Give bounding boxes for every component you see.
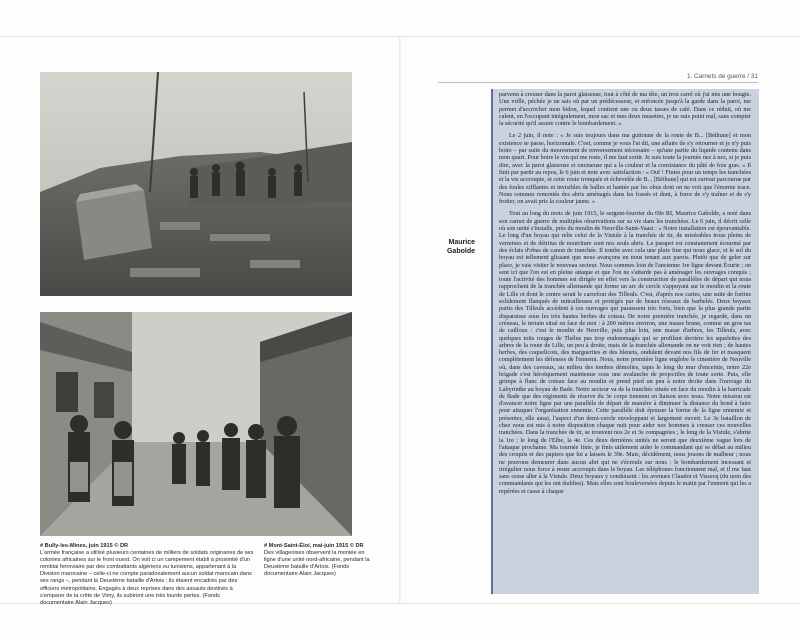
book-gutter	[399, 36, 401, 603]
caption-body: L'armée française a utilisé plusieurs centaines de milliers de soldats originaires de ses colonies africaines sur le front ouest. On voit ci un campement établi à proximité d'un remblai ferroviaire par des combattants algériens ou tunisiens, appartenant à la Division marocaine – celle-ci ne compte paradoxalement aucun soldat marocain dans ses rangs –, pendant la Deuxième bataille d'Artois ; ils étaient encadrés par des officiers métropolitains. Engagés à deux reprises dans des assauts destinés à s'emparer de la crête de Vimy, ils subiront une très lourde pertes. (Fonds documentaire Alain Jacques)	[40, 550, 254, 606]
sidebar-author-name	[417, 238, 475, 256]
paragraph: Le 2 juin, il note : « Je suis toujours dans ma guitoune de la route de B... [Béthune] et mon existence se passe, horizontale. C'est, comme je vous l'ai dit, une affaire de s'y retourner et je n'y puis boire – par suite du mouvement de renversement nécessaire – qu'une partie du liquide contenu dans mon quart. Pour boire le vin qui me reste, il me faut sortir. Je suis toute la journée nez à nez, si je puis dire, avec la paroi glaiseuse et onctueuse qui a la couleur et la consistance du pâté de foie gras. » Il finit par partir au repos, le 6 juin et note avec satisfaction : « Ouf ! Finies pour un temps les tranchées et la vie accroupie, et cette route tronquée et échevelée de B... [Béthune] qui est surtout parcourue par des foules sifflantes et invisibles de balles et hantée par les obus dont on ne voit que l'énorme trace. Nous sommes remontés des abris aménagés dans les fossés et dont, à force de s'y traîner et de s'y frotter, on avait pris la couleur jaune. »	[499, 132, 751, 206]
author-first-name: Maurice	[448, 239, 475, 246]
photo-caption-left	[40, 543, 255, 607]
header-rule	[438, 82, 758, 83]
running-head: 1. Carnets de guerre / 31	[686, 73, 758, 80]
paragraph: parvenu à creuser dans la paroi glaiseuse, tout à côté de ma tête, un trou carré où j'ai mis une bougie. Une vrille, péchée je ne sais où par un prédécesseur, et enfoncée jusqu'à la garde dans la paroi, me permet d'accrocher mon bidon, lequel contient une ou deux tasses de café. Dans ce réduit, où me calent, en l'occupant intégralement, mon sac et mes deux musettes, je ne suis point mal, sans compter la sécurité qu'il assure contre le bombardement. »	[499, 91, 751, 128]
author-last-name: Gabolde	[446, 248, 475, 255]
caption-title: # Mont-Saint-Éloi, mai-juin 1915 © DR	[264, 543, 364, 549]
photo-mont-saint-eloi	[40, 312, 352, 536]
caption-title: # Bully-les-Mines, juin 1915 © DR	[40, 543, 129, 549]
article-text-box	[491, 89, 759, 594]
caption-body: Des villageoises observent la montée en ligne d'une unité nord-africaine, pendant la Deuxième bataille d'Artois. (Fonds documentaire Alain Jacques)	[264, 550, 370, 578]
paragraph: Tout au long du mois de juin 1915, le sergent-fourrier du 69e RI, Maurice Gabolde, a noté dans son carnet de guerre de multiples observations sur sa vie dans les tranchées. Le 6 juin, il décrit celle où son unité s'installe, près du moulin de Neuville-Saint-Vaast : « Notre installation est épouvantable. Le long d'un boyau qui relie celui de la Vistule à la tranchée de tir, de misérables trous pleins de vermines et de détritus de nourriture sont nos seuls abris. Le parapet est constamment écourmé par des éclats d'obus de canon de tranchée. Il tombe avec cela une pluie fine qui nous glace, et le sol du boyau est tellement glissant que nous avançons en nous tenant aux parois. Plutôt que de geler sur place, je vais visiter le nouveau secteur. Nous sommes loin de l'ancienne 1re ligne devant Écurie ; on sent ici que l'on est en pleine attaque et que l'on ne s'attarde pas à aménager les ouvrages conquis ; toute l'activité des hommes est dirigée en effet vers la construction de parallèles de départ qui nous rapprochent de la tranchée allemande qui forme un arc de cercle s'appuyant sur le moulin et la route de Lille et dont le centre serait le carrefour des Tilleuls. C'est, d'après nos cartes, une suite de fortins solidement flanqués de mitrailleuses et protégés par de beaux réseaux de barbelés. Deux boyaux partis des Tilleuls accèdent à ces ouvrages qui paraissent très forts, bien que la plus grande partie disparaisse sous les très hautes herbes du coteau. De notre première tranchée, je regarde, dans un créneau, le terrain situé en face de moi : à 200 mètres environ, une masse brune, comme un gros tas de cailloux : c'est le moulin de Neuville, puis plus loin, une masse d'arbres, les Tilleuls, avec quelques toits rouges de Thélus pas trop endommagés qui se profilent derrière les squelettes des arbres de la route de Lille, un peu à droite, mais de la tranchée allemande on ne voit rien ; de hautes herbes, des coquelicots, des marguerites et des bleuets, ondulent devant nos fils de fer et masquent complètement les défenses de l'ennemi. Nous, notre première ligne englobe le cimetière de Neuville où, dans des caveaux, au milieu des tombes démolies, tapis le long du mur d'enceinte, notre 22e brigade s'est héroïquement maintenue sous une avalanche de projectiles de toute sorte. Puis, elle grimpe à flanc de coteau face au moulin et prend pied un peu à notre droite dans l'ouvrage du Labyrinthe au boyau de Bade. Notre secteur va de la tranchée située en face du moulin à la barricade de Bade que des régiments de réserve du 3e corps tiennent en liaison avec nous. Notre mission est d'avancer notre ligne par une parallèle de départ de manière à diminuer la distance du bond à faire pour attaquer l'organisation ennemie. Cette parallèle doit épouser la forme de la ligne ennemie et présenter, elle aussi, l'aspect d'un demi-cercle enveloppant et largement ouvert. Le 3e bataillon de chez nous est mis à notre disposition chaque nuit pour aider nos hommes à creuser ces nouvelles tranchées. Dans la tranchée de tir, se trouvent nos 2e et 3e compagnies ; le long de la Vistule, s'abrite la 1re ; le long de l'Elbe, la 4e. Ces deux dernières unités ne seront que deuxième vague lors de l'attaque prochaine. Ma tournée finie, je finis utilement aider le commandant qui se débat au milieu des croquis et des papiers que lui a laissés le 39e. Mais, décidément, nous jouons de malheur ; nous ne pouvons demeurer dans aucun abri qui ne s'écroule sur nous : le bombardement incessant et irrégulier nous force à rester accroupis dans le boyau. Les téléphones fonctionnent mal, et il me faut sans cesse aller à la Vistule. Deux boyaux y conduisent : les avenues Claudot et Vissecq (du nom des commandants qui les ont établies). Mais elles sont bouleversées depuis le matin par l'ennemi qui les a repérées et casse à chaque	[499, 210, 751, 495]
photo-bully-les-mines	[40, 72, 352, 296]
photo-caption-right	[264, 543, 376, 578]
